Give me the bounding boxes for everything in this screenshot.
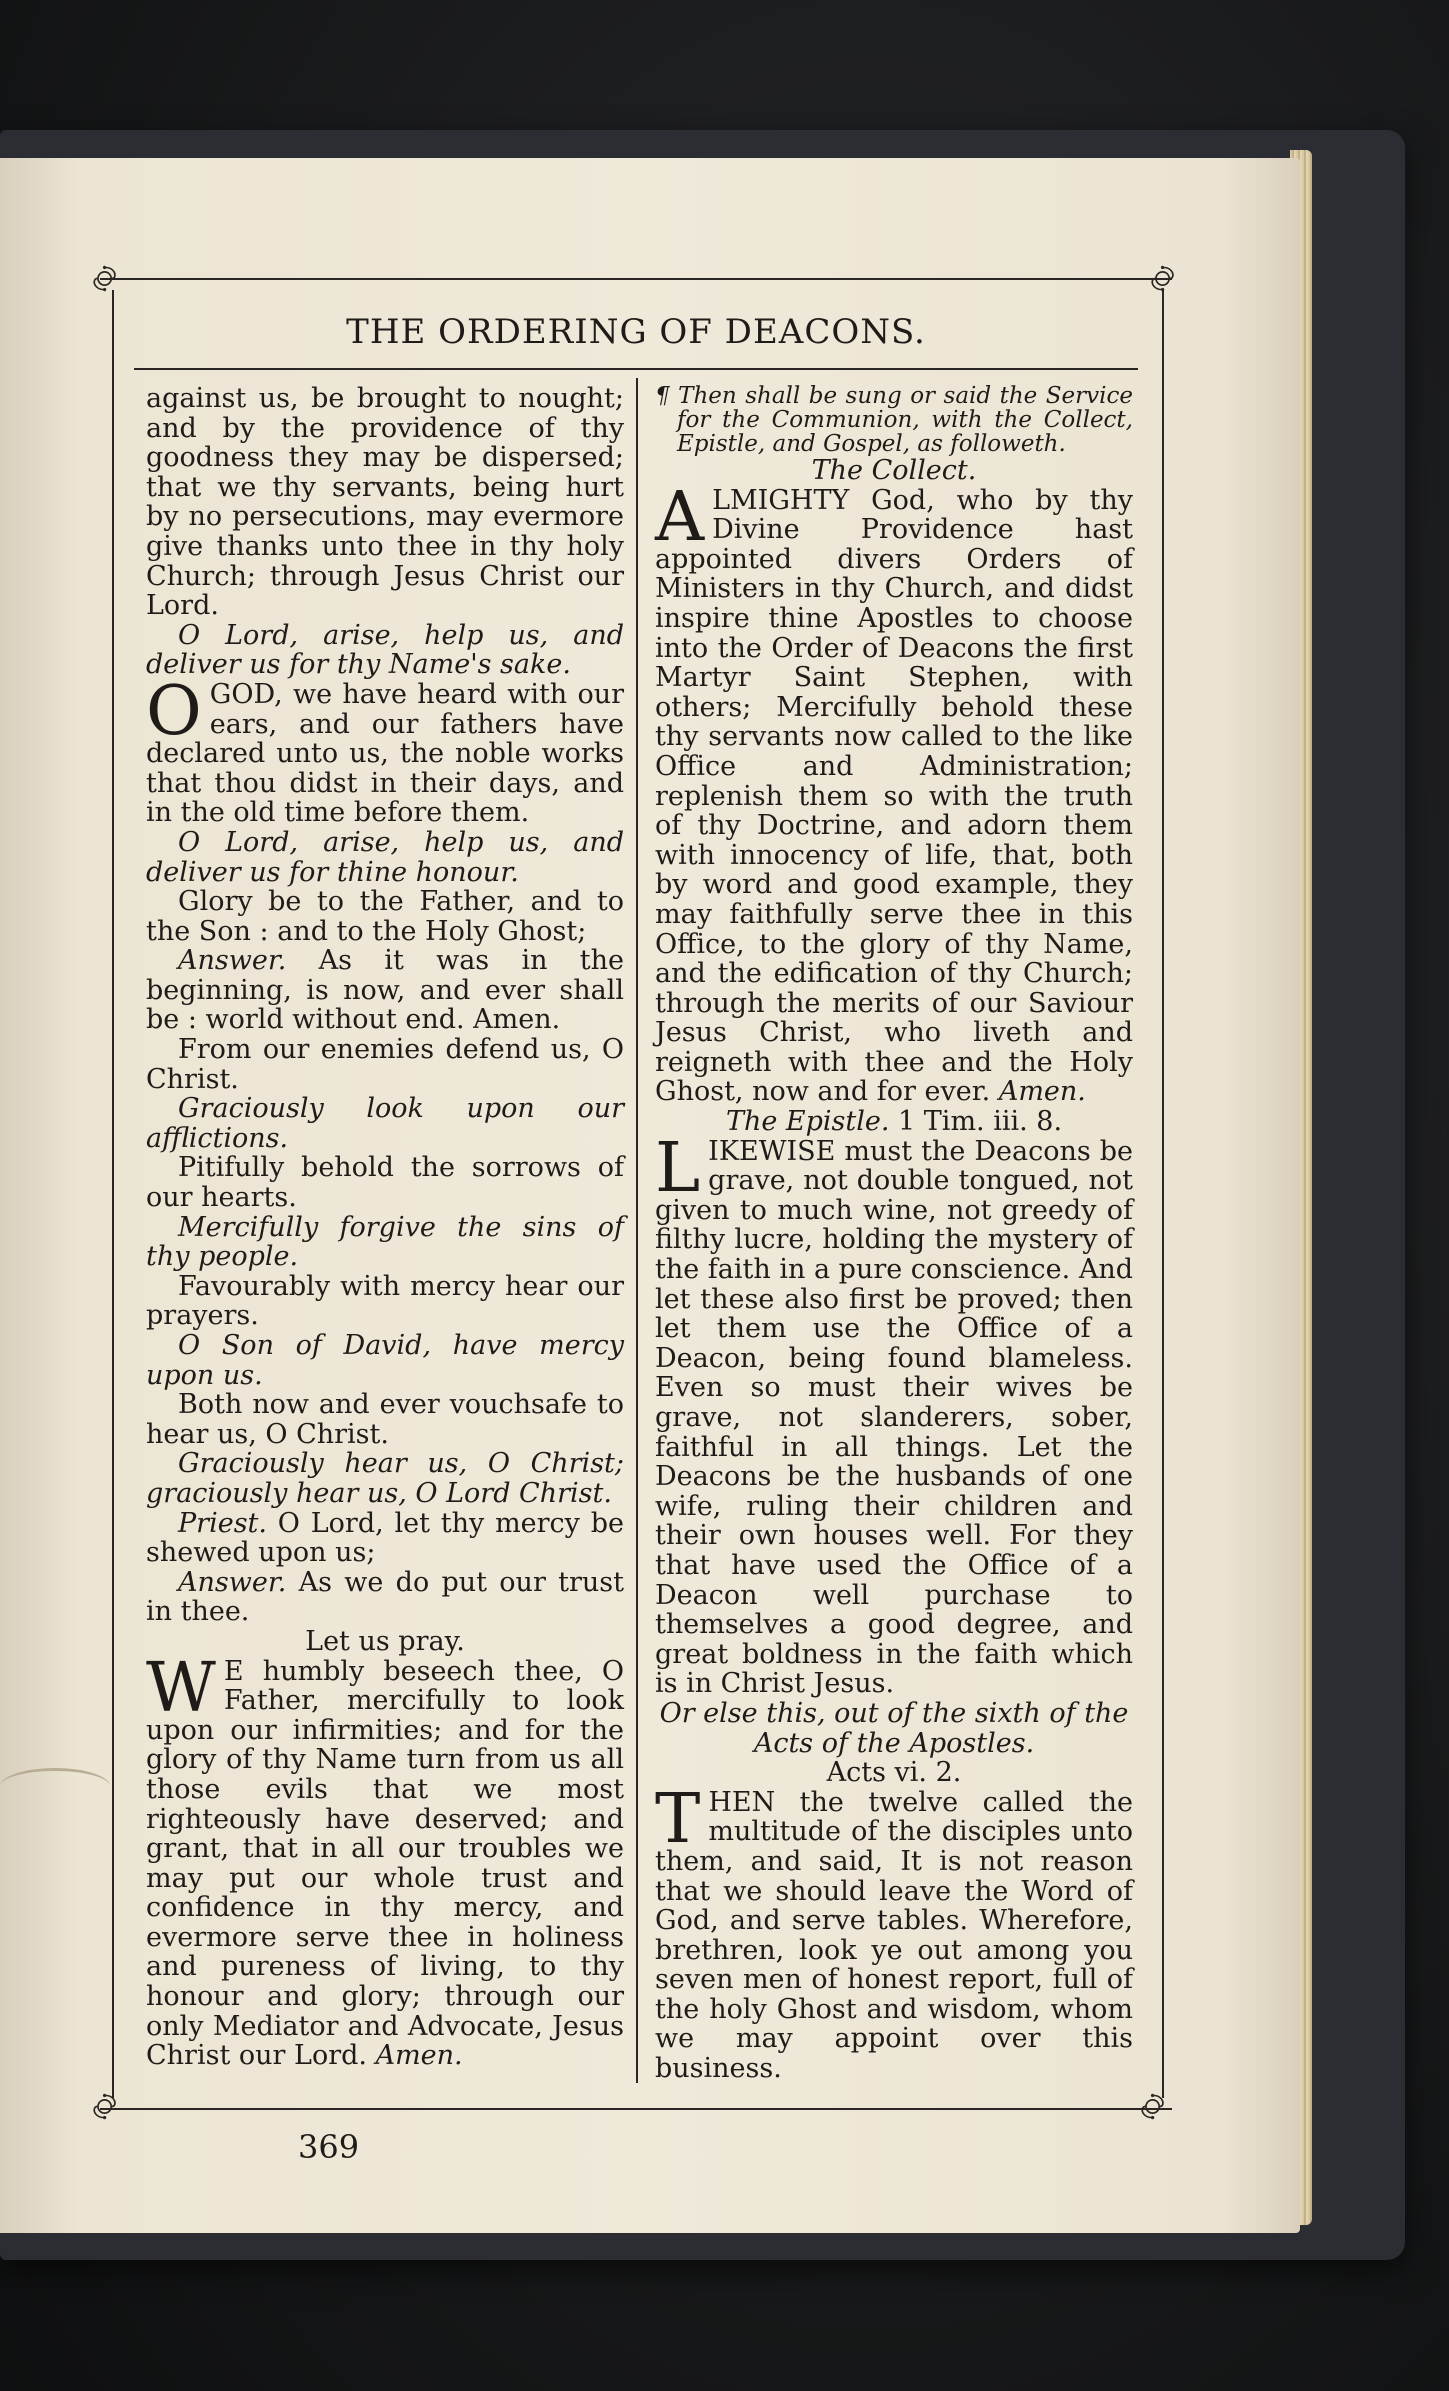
paragraph [146,946,624,1035]
response-text: As we do put our trust in thee. [146,1566,624,1628]
drop-cap: O [146,671,202,751]
speaker-label: Priest. [178,1507,267,1539]
paragraph: O Lord, arise, help us, and deliver us for thy Name's sake. [146,619,624,681]
prayer-text: LMIGHTY God, who by thy Divine Providence hast appointed divers Orders of Ministers in thy Church, and didst inspire thine Apostles to choose into the Order of Deacons the first Martyr Saint Stephen, with others; Mercifully behold these thy servants now called to the like Office and Administration; replenish them so with the truth of thy Doctrine, and adorn them with innocency of life, that, both by word and good example, they may faithfully serve thee in this Office, to the glory of thy Name, and the edification of thy Church; through the merits of our Saviour Jesus Christ, who liveth and reigneth with thee and the Holy Ghost, now and for ever. [655,484,1133,1108]
paragraph [655,1128,1133,1700]
paragraph: Acts vi. 2. [826,1757,962,1789]
drop-cap: A [655,477,705,557]
frame-bottom-rule [100,2108,1172,2110]
paragraph [655,1107,1133,1137]
prayer-text: HEN the twelve called the multitude of the disciples unto them, and said, It is not reason that we should leave the Word of God, and serve tables. Wherefore, brethren, look ye out among you seven men of honest report, full of the holy Ghost and wisdom, whom we may appoint over this business. [655,1786,1133,2085]
paragraph [655,1779,1133,2085]
corner-ornament-icon: ࿂ [1140,2087,1166,2127]
corner-ornament-icon: ࿂ [92,259,118,299]
frame-top-rule [100,278,1172,280]
response-text: As it was in the beginning, is now, and ever shall be : world without end. Amen. [146,945,624,1036]
paragraph: O Lord, arise, help us, and deliver us for thine honour. [146,826,624,888]
drop-cap: W [146,1648,216,1728]
paragraph: against us, be brought to nought; and by the providence of thy goodness they may be dispersed; that we thy servants, being hurt by no persecutions, may evermore give thanks unto thee in thy holy Church; through Jesus Christ our Lord. [146,383,624,622]
section-heading: The Epistle. [725,1106,890,1138]
prayer-text: E humbly beseech thee, O Father, mercifully to look upon our infirmities; and for the glory of thy Name turn from us all those evils that we most righteously have deserved; and grant, that in all our troubles we may put our whole trust and confidence in thy mercy, and evermore serve thee in holiness and pureness of living, to thy honour and glory; through our only Mediator and Advocate, Jesus Christ our Lord. [146,1655,624,2072]
paragraph: O Son of David, have mercy upon us. [146,1330,624,1391]
amen: Amen. [366,2040,463,2072]
amen: Amen. [990,1076,1086,1108]
column-divider [636,378,638,2083]
prayer-text: GOD, we have heard with our ears, and our fathers have declared unto us, the noble works that thou didst in their days, and in the old time before them. [146,678,624,829]
speaker-label: Answer. [178,1566,287,1598]
paragraph [146,1648,624,2072]
left-column [146,384,624,2071]
bookmark-thread [0,1768,110,1805]
paragraph: The Collect. [811,455,977,486]
drop-cap: L [655,1128,701,1208]
frame-right-rule [1162,290,1164,2098]
page-number: 369 [298,2128,360,2166]
paragraph: From our enemies defend us, O Christ. [146,1034,624,1095]
paragraph: Both now and ever vouchsafe to hear us, O Christ. [146,1389,624,1450]
paragraph: Or else this, out of the sixth of the Acts of the Apostles. [659,1697,1129,1759]
paragraph [146,1568,624,1627]
right-column [655,384,1133,2084]
paragraph: Mercifully forgive the sins of thy people. [146,1211,624,1273]
drop-cap: T [655,1779,701,1859]
paragraph [655,477,1133,1108]
paragraph [146,1509,624,1568]
response-text: O Lord, let thy mercy be shewed upon us; [146,1507,624,1569]
paragraph: ¶ Then shall be sung or said the Service for the Communion, with the Collect, Epistle, and Gospel, as followeth. [655,383,1133,457]
header-rule [134,368,1138,370]
scripture-reference: 1 Tim. iii. 8. [889,1106,1063,1138]
prayer-text: IKEWISE must the Deacons be grave, not double tongued, not given to much wine, not greedy of filthy lucre, holding the mystery of the faith in a pure conscience. And let these also first be proved; then let them use the Office of a Deacon, being found blameless. Even so must their wives be grave, not slanderers, sober, faithful in all things. Let the Deacons be the husbands of one wife, ruling their children and their own houses well. For they that have used the Office of a Deacon well purchase to themselves a good degree, and great boldness in the faith which is in Christ Jesus. [655,1135,1133,1700]
frame-left-rule [112,290,114,2098]
paragraph: Favourably with mercy hear our prayers. [146,1270,624,1332]
speaker-label: Answer. [178,945,287,977]
page-title: THE ORDERING OF DEACONS. [346,312,926,352]
corner-ornament-icon: ࿂ [92,2087,118,2127]
corner-ornament-icon: ࿂ [1150,259,1176,299]
paragraph: Graciously hear us, O Christ; graciously hear us, O Lord Christ. [146,1448,624,1509]
paragraph: Graciously look upon our afflictions. [146,1093,624,1154]
paragraph: Pitifully behold the sorrows of our hearts. [146,1152,624,1214]
paragraph: Let us pray. [305,1625,465,1657]
paragraph [146,671,624,829]
paragraph: Glory be to the Father, and to the Son : and to the Holy Ghost; [146,886,624,947]
